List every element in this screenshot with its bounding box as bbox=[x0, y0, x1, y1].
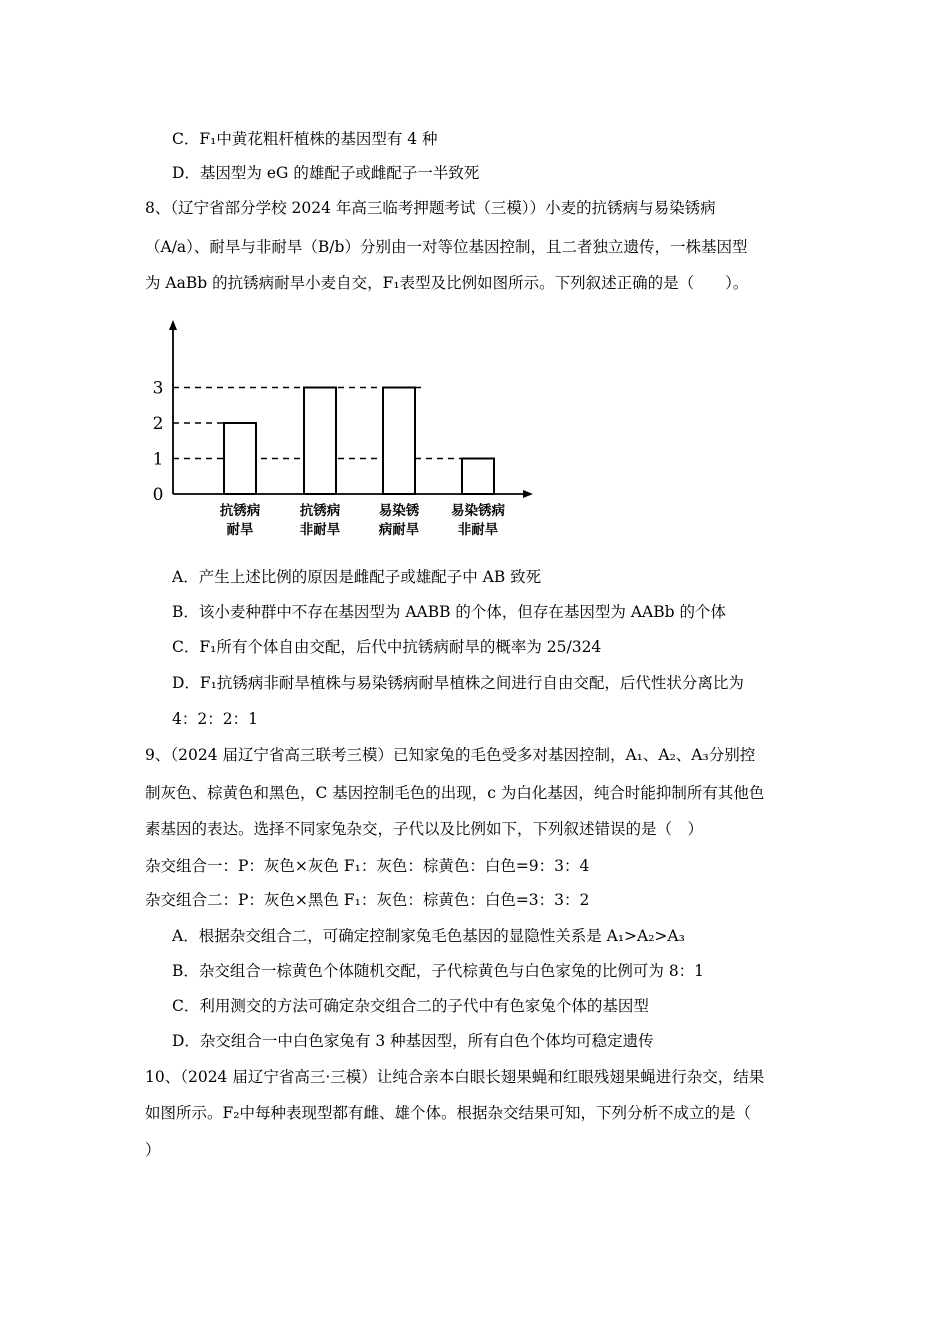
q9-stem-line3: 素基因的表达。选择不同家兔杂交，子代以及比例如下，下列叙述错误的是（ ） bbox=[145, 820, 704, 838]
q10-stem-line1: 10、（2024 届辽宁省高三·三模）让纯合亲本白眼长翅果蝇和红眼残翅果蝇进行杂交，结果 bbox=[145, 1068, 765, 1086]
y-tick-label: 3 bbox=[152, 378, 164, 399]
category-label: 易染锈 bbox=[378, 503, 420, 519]
category-label: 病耐旱 bbox=[378, 522, 420, 538]
bar bbox=[383, 388, 415, 495]
y-tick-label: 2 bbox=[152, 414, 164, 434]
q9-option-b: B．杂交组合一棕黄色个体随机交配，子代棕黄色与白色家兔的比例可为 8：1 bbox=[172, 962, 705, 980]
q7-option-d: D．基因型为 eG 的雄配子或雌配子一半致死 bbox=[172, 164, 480, 182]
q8-option-a: A．产生上述比例的原因是雌配子或雄配子中 AB 致死 bbox=[172, 568, 542, 586]
q8-option-b: B．该小麦种群中不存在基因型为 AABB 的个体，但存在基因型为 AABb 的个体 bbox=[172, 603, 726, 621]
q9-cross-group-2: 杂交组合二：P：灰色×黑色 F₁：灰色：棕黄色：白色=3：3：2 bbox=[145, 891, 590, 909]
q8-stem-line1: 8、（辽宁省部分学校 2024 年高三临考押题考试（三模））小麦的抗锈病与易染锈病 bbox=[145, 199, 716, 217]
q8-stem-line2: （A/a）、耐旱与非耐旱（B/b）分别由一对等位基因控制，且二者独立遗传，一株基因型 bbox=[145, 238, 748, 256]
bar bbox=[304, 388, 336, 495]
q9-option-c: C．利用测交的方法可确定杂交组合二的子代中有色家兔个体的基因型 bbox=[172, 997, 649, 1015]
q9-stem-line1: 9、（2024 届辽宁省高三联考三模）已知家兔的毛色受多对基因控制，A₁、A₂、A₃分别控 bbox=[145, 746, 756, 764]
y-axis-arrow bbox=[169, 320, 177, 330]
category-label: 耐旱 bbox=[226, 522, 254, 538]
q10-stem-line3: ） bbox=[145, 1141, 161, 1159]
q8-option-d-line2: 4：2：2：1 bbox=[172, 710, 258, 728]
category-label: 抗锈病 bbox=[219, 503, 261, 519]
bar bbox=[462, 459, 494, 495]
q10-stem-line2: 如图所示。F₂中每种表现型都有雌、雄个体。根据杂交结果可知，下列分析不成立的是（ bbox=[145, 1104, 751, 1122]
category-label: 非耐旱 bbox=[457, 522, 499, 538]
bar bbox=[224, 423, 256, 494]
category-label: 非耐旱 bbox=[299, 522, 341, 538]
q8-option-d-line1: D．F₁抗锈病非耐旱植株与易染锈病耐旱植株之间进行自由交配，后代性状分离比为 bbox=[172, 674, 744, 692]
q9-option-a: A．根据杂交组合二，可确定控制家兔毛色基因的显隐性关系是 A₁>A₂>A₃ bbox=[172, 927, 685, 945]
q8-option-c: C．F₁所有个体自由交配，后代中抗锈病耐旱的概率为 25/324 bbox=[172, 638, 602, 656]
q8-stem-line3: 为 AaBb 的抗锈病耐旱小麦自交，F₁表型及比例如图所示。下列叙述正确的是（ ）。 bbox=[145, 274, 749, 292]
q9-stem-line2: 制灰色、棕黄色和黑色，C 基因控制毛色的出现，c 为白化基因，纯合时能抑制所有其他色 bbox=[145, 784, 765, 802]
y-tick-label: 0 bbox=[152, 485, 164, 505]
phenotype-ratio-chart bbox=[140, 318, 540, 543]
y-tick-label: 1 bbox=[152, 449, 164, 470]
category-label: 抗锈病 bbox=[299, 503, 341, 519]
q7-option-c: C．F₁中黄花粗杆植株的基因型有 4 种 bbox=[172, 130, 438, 148]
category-label: 易染锈病 bbox=[451, 503, 505, 519]
x-axis-arrow bbox=[523, 490, 533, 498]
q9-option-d: D．杂交组合一中白色家兔有 3 种基因型，所有白色个体均可稳定遗传 bbox=[172, 1032, 654, 1050]
q9-cross-group-1: 杂交组合一：P：灰色×灰色 F₁：灰色：棕黄色：白色=9：3：4 bbox=[145, 857, 590, 875]
